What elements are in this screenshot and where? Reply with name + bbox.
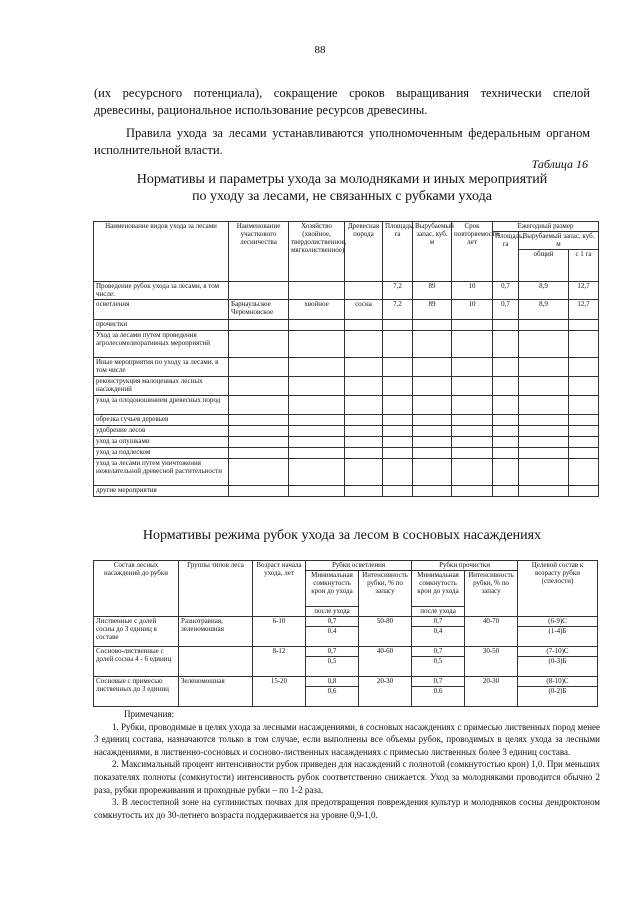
note-item: 3. В лесостепной зоне на суглинистых почвах для предотвращения повреждения культур и молодняков сосны дендроктоном сомкнутость их до 30-летнего возраста поддерживается на уровне 0,9-1,0. xyxy=(94,797,600,820)
header-species: Древесная порода xyxy=(345,222,383,282)
row-annual-per-ha: 12,7 xyxy=(569,282,599,300)
row-target: (0-2)Б xyxy=(518,687,598,707)
row-age: 6-10 xyxy=(253,617,306,647)
header-groups: Группы типов леса xyxy=(179,561,253,617)
paragraph-1: (их ресурсного потенциала), сокращение сроков выращивания технически спелой древесины, рациональное использование ресурсов древесины. xyxy=(94,85,590,117)
header-thinning: Рубки прочистки xyxy=(412,561,518,571)
row-thinning-density: 0,7 xyxy=(412,617,465,627)
table-row xyxy=(94,677,598,687)
row-kind: уход за плодоношением древесных пород xyxy=(94,396,229,415)
row-kind: удобрение лесов xyxy=(94,426,229,437)
table-row xyxy=(94,448,599,459)
row-target: (7-10)С xyxy=(518,647,598,657)
row-annual-total: 8,9 xyxy=(519,282,569,300)
row-kind: уход за лесами путем уничтожения нежелательной древесной растительности xyxy=(94,459,229,486)
row-target: (1-4)Б xyxy=(518,627,598,647)
row-thinning-density: 0,7 xyxy=(412,647,465,657)
header-annual-stock: Вырубаемый запас, куб. м xyxy=(519,232,599,250)
table-row xyxy=(94,617,598,627)
pine-thinning-norms-table xyxy=(93,560,598,707)
header-area: Площадь, га xyxy=(383,222,413,282)
row-clearing-density: 0,6 xyxy=(306,687,359,707)
row-clearing-density: 0,4 xyxy=(306,627,359,647)
row-clearing-intensity: 40-60 xyxy=(359,647,412,677)
row-composition: Лиственные с долей сосны до 3 единиц в составе xyxy=(94,617,179,647)
row-annual-per-ha: 12,7 xyxy=(569,300,599,320)
page-number: 88 xyxy=(314,44,326,56)
row-groups: Разнотравная, зеленомошная xyxy=(179,617,253,647)
notes-title: Примечания: xyxy=(124,709,175,719)
paragraph-2: Правила ухода за лесами устанавливаются уполномоченным федеральным органом исполнительной власти. xyxy=(94,125,590,157)
row-annual-area: 0,7 xyxy=(493,282,519,300)
row-annual-total: 8,9 xyxy=(519,300,569,320)
row-target: (0-3)Б xyxy=(518,657,598,677)
table-row xyxy=(94,377,599,396)
row-annual-area: 0,7 xyxy=(493,300,519,320)
row-thinning-intensity: 30-50 xyxy=(465,647,518,677)
row-age: 15-20 xyxy=(253,677,306,707)
row-target: (8-10)С xyxy=(518,677,598,687)
row-clearing-density: 0,5 xyxy=(306,657,359,677)
table1-title xyxy=(94,171,590,205)
table1-title-line2: по уходу за лесами, не связанных с рубками ухода xyxy=(192,189,492,204)
row-clearing-density: 0,8 xyxy=(306,677,359,687)
row-kind: обрезка сучьев деревьев xyxy=(94,415,229,426)
row-kind: Иные мероприятия по уходу за лесами, в том числе xyxy=(94,358,229,377)
care-norms-table xyxy=(93,221,599,497)
table-row xyxy=(94,415,599,426)
row-kind: Проведение рубок ухода за лесами, в том числе: xyxy=(94,282,229,300)
table-row xyxy=(94,437,599,448)
row-area: 7,2 xyxy=(383,282,413,300)
row-composition: Сосново-лиственные с долей сосны 4 - 6 единиц xyxy=(94,647,179,677)
row-kind: уход за опушками xyxy=(94,437,229,448)
header-min-density: Минимальная сомкнутость крон до ухода xyxy=(306,571,359,607)
row-kind: другие мероприятия xyxy=(94,486,229,497)
row-target: (6-9)С xyxy=(518,617,598,627)
header-min-density: Минимальная сомкнутость крон до ухода xyxy=(412,571,465,607)
row-thinning-intensity: 40-70 xyxy=(465,617,518,647)
table-label: Таблица 16 xyxy=(531,157,588,171)
header-intensity: Интенсивность рубки, % по запасу xyxy=(465,571,518,617)
row-clearing-intensity: 20-30 xyxy=(359,677,412,707)
row-kind: Уход за лесами путем проведения агролесомелиоративных мероприятий xyxy=(94,331,229,358)
row-clearing-density: 0,7 xyxy=(306,647,359,657)
note-item: 2. Максимальный процент интенсивности рубок приведен для насаждений с полнотой (сомкнутостью крон) 1,0. При меньших показателях полноты (сомкнутости) интенсивность рубок соответственно снижается. Уход за молодняками проводится обычно 2 раза, рубки прореживания и проходные рубки – по 1-2 раза. xyxy=(94,759,600,795)
header-kind: Наименование видов ухода за лесами xyxy=(94,222,229,282)
header-age: Возраст начала ухода, лет xyxy=(253,561,306,617)
header-section: Наименование участкового лесничества xyxy=(229,222,289,282)
table-row xyxy=(94,320,599,331)
table-row xyxy=(94,300,599,320)
row-farm xyxy=(289,282,345,300)
header-clearing: Рубки осветления xyxy=(306,561,412,571)
row-groups: Зеленомошная xyxy=(179,677,253,707)
header-cut-stock: Вырубаемый запас, куб. м xyxy=(413,222,452,282)
row-kind: уход за подлеском xyxy=(94,448,229,459)
header-farm: Хозяйство (хвойное, твердолиственное, мягколиственное) xyxy=(289,222,345,282)
row-stock: 89 xyxy=(413,282,452,300)
header-target: Целевой состав к возрасту рубки (спелости) xyxy=(518,561,598,617)
row-area: 7,2 xyxy=(383,300,413,320)
table-row xyxy=(94,396,599,415)
table-row xyxy=(94,358,599,377)
header-intensity: Интенсивность рубки, % по запасу xyxy=(359,571,412,617)
row-stock: 89 xyxy=(413,300,452,320)
row-composition: Сосновые с примесью лиственных до 3 единиц xyxy=(94,677,179,707)
row-thinning-intensity: 20-30 xyxy=(465,677,518,707)
row-thinning-density: 0,7 xyxy=(412,677,465,687)
table1-title-line1: Нормативы и параметры ухода за молодняками и иных мероприятий xyxy=(136,172,548,187)
row-thinning-density: 0,5 xyxy=(412,657,465,677)
header-annual-per-ha: с 1 га xyxy=(569,250,599,282)
header-annual-total: общий xyxy=(519,250,569,282)
row-groups xyxy=(179,647,253,677)
notes xyxy=(94,708,600,821)
header-period: Срок повторяемости, лет xyxy=(452,222,493,282)
table2-title: Нормативы режима рубок ухода за лесом в сосновых насаждениях xyxy=(142,528,542,543)
table-row xyxy=(94,459,599,486)
note-item: 1. Рубки, проводимые в целях ухода за лесными насаждениями, в сосновых насаждениях с примесью лиственных пород менее 3 единиц состава, назначаются только в том случае, если выполнены все объемы рубок, проводимых в целях ухода за лесными насаждениями, в лиственно-сосновых и сосново-лиственных насаждениях с примесью лиственных более 3 единиц состава. xyxy=(94,721,600,757)
table-row xyxy=(94,426,599,437)
row-section xyxy=(229,282,289,300)
table-row xyxy=(94,647,598,657)
table-row xyxy=(94,331,599,358)
row-thinning-density: 0,4 xyxy=(412,627,465,647)
row-age: 8-12 xyxy=(253,647,306,677)
row-period: 10 xyxy=(452,300,493,320)
table-row xyxy=(94,486,599,497)
header-annual-area: Площадь, га xyxy=(493,232,519,282)
header-after: после ухода xyxy=(412,607,465,617)
header-after: после ухода xyxy=(306,607,359,617)
row-kind: прочистки xyxy=(94,320,229,331)
header-annual: Ежегодный размер xyxy=(493,222,599,232)
row-kind: осветления xyxy=(94,300,229,320)
row-period: 10 xyxy=(452,282,493,300)
row-species: сосна xyxy=(345,300,383,320)
row-kind: реконструкция малоценных лесных насаждений xyxy=(94,377,229,396)
row-species xyxy=(345,282,383,300)
row-section: Барнаульское Черемновское xyxy=(229,300,289,320)
header-composition: Состав лесных насаждений до рубки xyxy=(94,561,179,617)
table-row xyxy=(94,282,599,300)
row-clearing-intensity: 50-80 xyxy=(359,617,412,647)
row-thinning-density: 0,6 xyxy=(412,687,465,707)
row-farm: хвойное xyxy=(289,300,345,320)
row-clearing-density: 0,7 xyxy=(306,617,359,627)
